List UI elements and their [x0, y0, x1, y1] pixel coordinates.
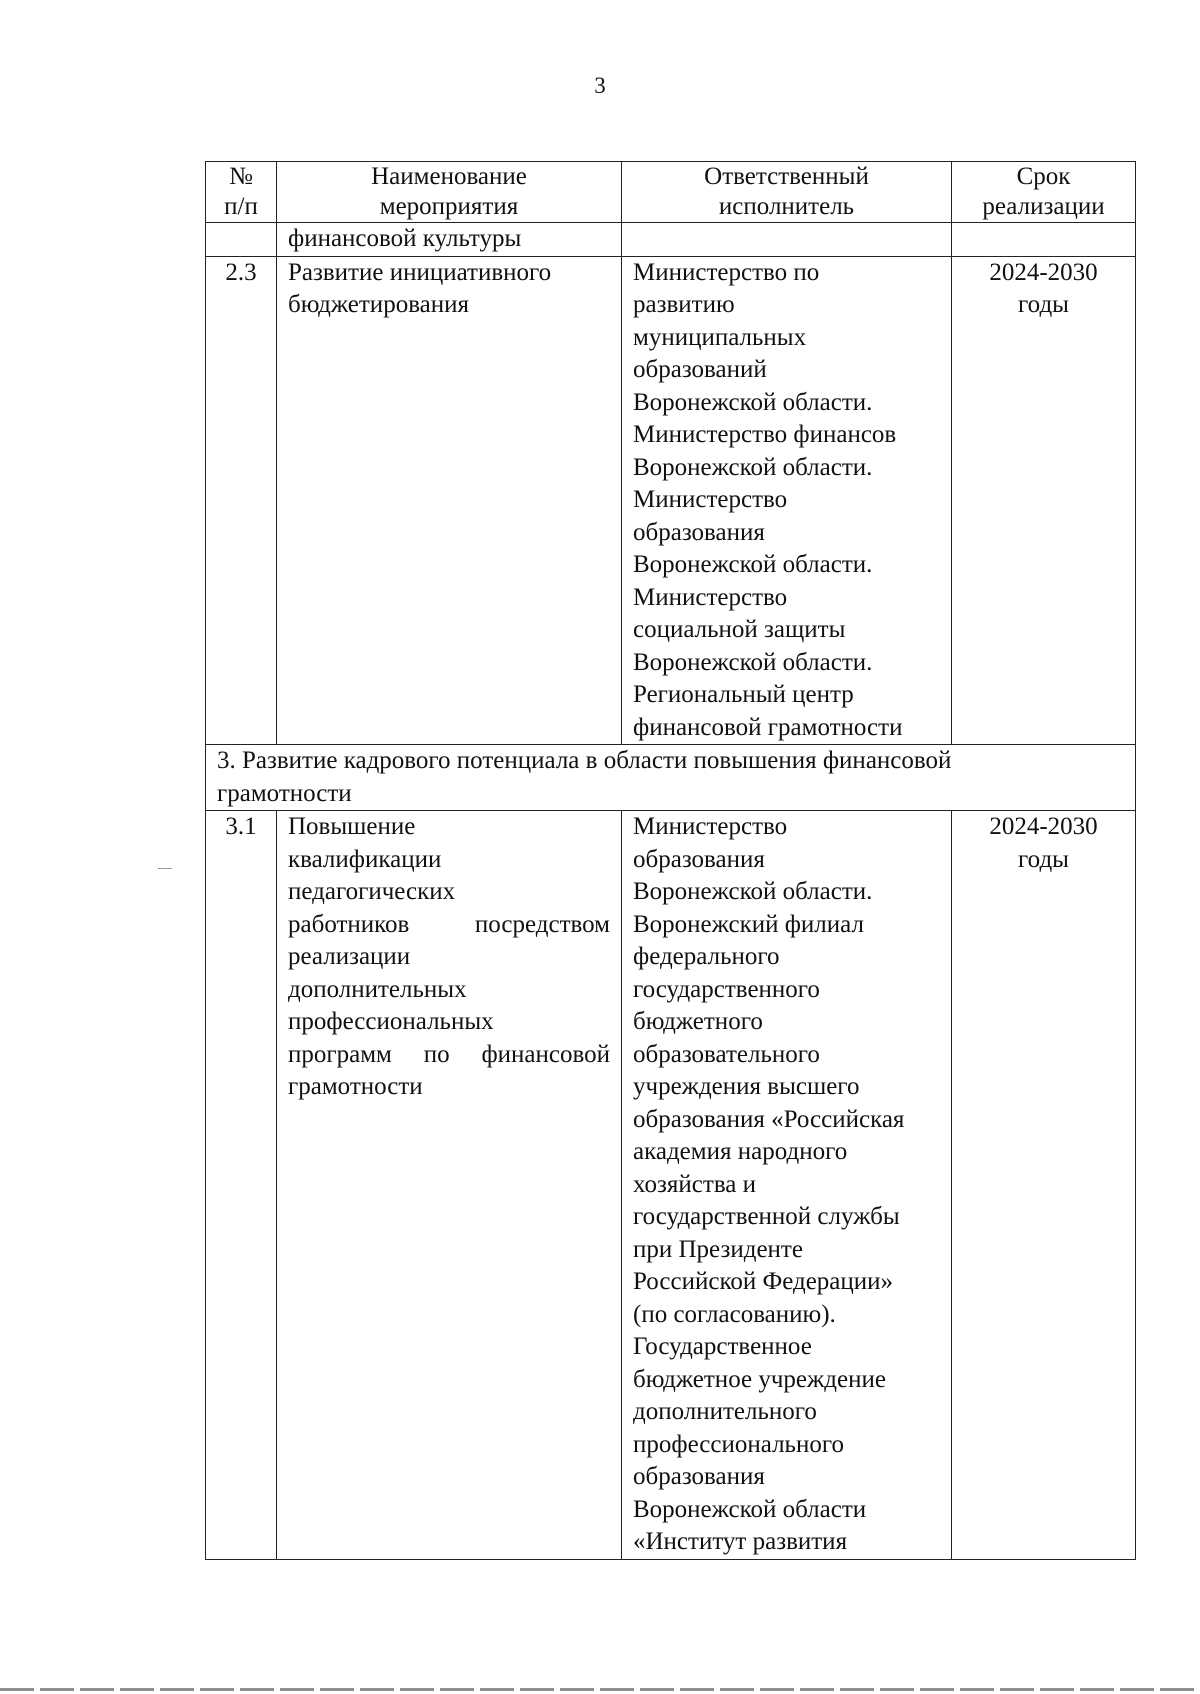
measure-name: финансовой культуры	[277, 223, 622, 257]
table-row	[206, 256, 1136, 745]
responsible-executor	[622, 223, 952, 257]
header-measure-name: Наименование мероприятия	[277, 162, 622, 223]
implementation-term: 2024-2030 годы	[952, 811, 1136, 1560]
measure-name: Развитие инициативного бюджетирования	[277, 256, 622, 745]
table-row	[206, 223, 1136, 257]
table-row	[206, 811, 1136, 1560]
row-number	[206, 223, 277, 257]
row-number: 3.1	[206, 811, 277, 1560]
implementation-term	[952, 223, 1136, 257]
page-number: 3	[594, 73, 606, 98]
section-heading-row	[206, 745, 1136, 811]
responsible-executor: Министерство образования Воронежской области. Воронежский филиал федерального государственного бюджетного образовательного учреждения высшего образования «Российская академия народного хозяйства и государственной службы при Президенте Российской Федерации» (по согласованию). Государственное бюджетное учреждение дополнительного профессионального образования Воронежской области «Институт развития	[622, 811, 952, 1560]
implementation-term: 2024-2030 годы	[952, 256, 1136, 745]
table-header-row	[206, 162, 1136, 223]
header-implementation-term: Срок реализации	[952, 162, 1136, 223]
header-number: № п/п	[206, 162, 277, 223]
scan-edge-rule	[0, 1688, 1200, 1691]
margin-mark	[158, 868, 172, 869]
section-heading: 3. Развитие кадрового потенциала в области повышения финансовой грамотности	[206, 745, 1136, 811]
header-responsible-executor: Ответственный исполнитель	[622, 162, 952, 223]
row-number: 2.3	[206, 256, 277, 745]
responsible-executor: Министерство по развитию муниципальных образований Воронежской области. Министерство финансов Воронежской области. Министерство образования Воронежской области. Министерство социальной защиты Воронежской области. Региональный центр финансовой грамотности	[622, 256, 952, 745]
measures-table	[205, 161, 1136, 1560]
measure-name: Повышение квалификации педагогических работников посредством реализации дополнительных профессиональных программ по финансовой грамотности	[277, 811, 622, 1560]
